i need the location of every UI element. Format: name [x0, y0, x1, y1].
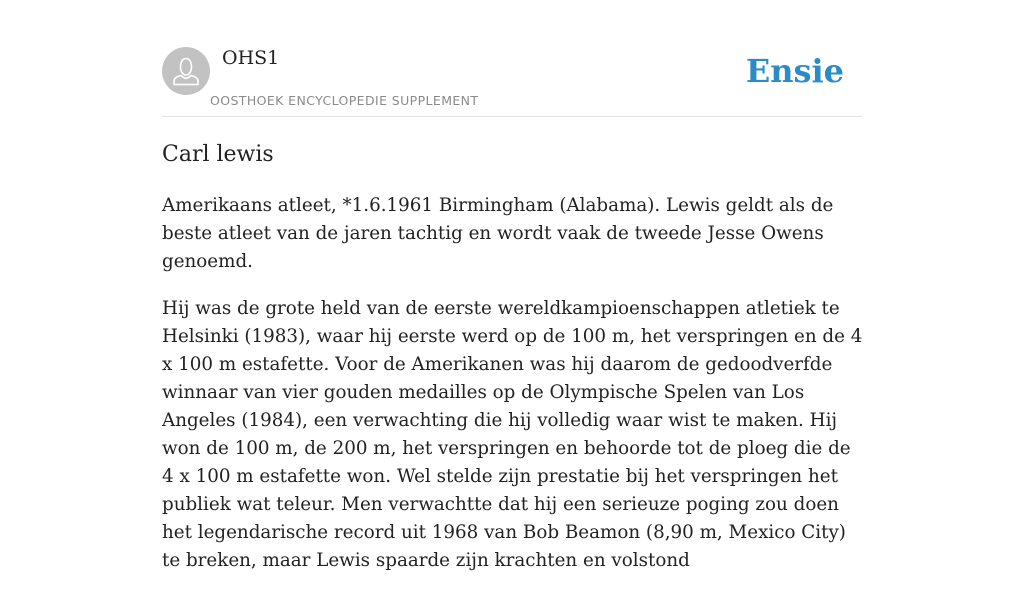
article-paragraph: Hij was de grote held van de eerste wereldkampioenschappen atletiek te Helsinki (1983), waar hij eerste werd op de 100 m, het verspringen en de 4 x 100 m estafette. Voor de Amerikanen was hij daarom de gedoodverfde winnaar van vier gouden medailles op de Olympische Spelen van Los Angeles (1984), een verwachting die hij volledig waar wist te maken. Hij won de 100 m, de 200 m, het verspringen en behoorde tot de ploeg die de 4 x 100 m estafette won. Wel stelde zijn prestatie bij het verspringen het publiek wat teleur. Men verwachtte dat hij een serieuze poging zou doen het legendarische record uit 1968 van Bob Beamon (8,90 m, Mexico City) te breken, maar Lewis spaarde zijn krachten en volstond	[162, 298, 863, 571]
user-silhouette-icon	[162, 47, 210, 95]
page-title: Carl lewis	[162, 142, 274, 167]
user-name[interactable]: OHS1	[222, 47, 280, 69]
article-body	[162, 192, 867, 594]
entry-header	[162, 46, 862, 117]
ensie-logo[interactable]: Ensie	[745, 52, 844, 90]
article-paragraph: Amerikaans atleet, *1.6.1961 Birmingham (Alabama). Lewis geldt als de beste atleet van de jaren tachtig en wordt vaak de tweede Jesse Owens genoemd.	[162, 195, 834, 272]
avatar[interactable]	[162, 47, 210, 95]
source-name[interactable]: OOSTHOEK ENCYCLOPEDIE SUPPLEMENT	[210, 93, 479, 108]
